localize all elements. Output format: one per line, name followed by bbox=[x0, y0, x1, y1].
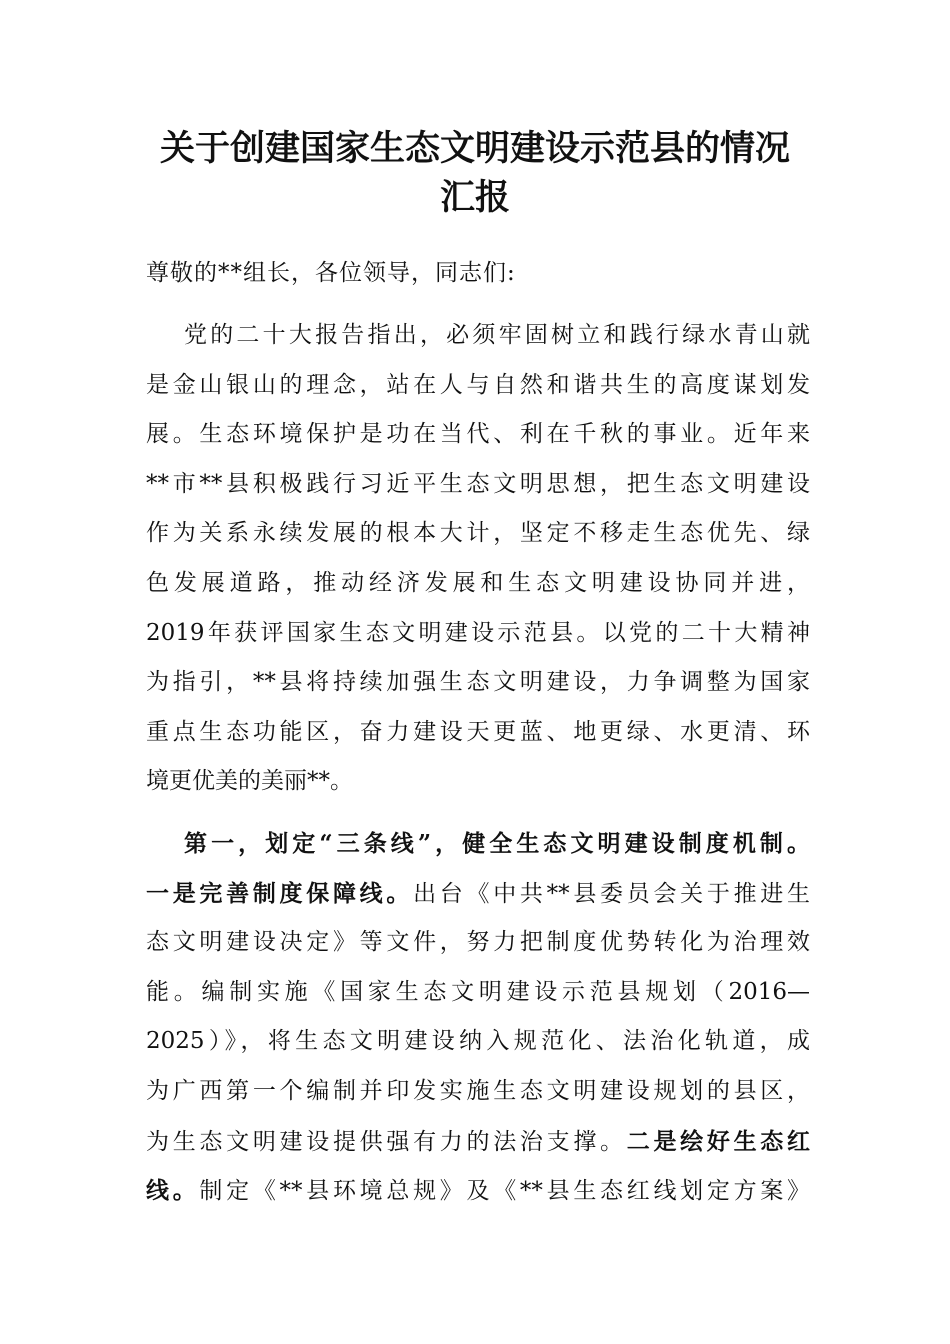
paragraph-intro bbox=[146, 311, 810, 807]
document-title-line1: 关于创建国家生态文明建设示范县的情况 bbox=[159, 128, 790, 169]
text-line: 展。生态环境保护是功在当代、利在千秋的事业。近年来 bbox=[146, 421, 810, 448]
point-one-heading: 一是完善制度保障线。 bbox=[146, 879, 414, 907]
text-line: 2025）》，将生态文明建设纳入规范化、法治化轨道，成 bbox=[146, 1028, 810, 1055]
text-run: 制定《**县环境总规》及《**县生态红线划定方案》 bbox=[199, 1178, 811, 1205]
paragraph-section-one bbox=[146, 819, 810, 1216]
text-run: 为生态文明建设提供强有力的法治支撑。 bbox=[146, 1128, 627, 1155]
text-line: 党的二十大报告指出，必须牢固树立和践行绿水青山就 bbox=[184, 322, 810, 348]
text-line: 2019年获评国家生态文明建设示范县。以党的二十大精神 bbox=[146, 619, 810, 646]
text-line: 为指引，**县将持续加强生态文明建设，力争调整为国家 bbox=[146, 669, 810, 696]
text-line: 为广西第一个编制并印发实施生态文明建设规划的县区， bbox=[146, 1077, 810, 1104]
text-line bbox=[146, 869, 810, 919]
text-line: 能。编制实施《国家生态文明建设示范县规划（2016— bbox=[146, 978, 810, 1005]
text-run: 出台《中共**县委员会关于推进生 bbox=[413, 880, 811, 907]
section-heading: 第一，划定“三条线”，健全生态文明建设制度机制。 bbox=[184, 830, 810, 857]
point-two-heading-end: 线。 bbox=[146, 1177, 200, 1205]
text-line: 作为关系永续发展的根本大计，坚定不移走生态优先、绿 bbox=[146, 520, 810, 547]
salutation: 尊敬的**组长，各位领导，同志们: bbox=[146, 260, 516, 286]
point-two-heading: 二是绘好生态红 bbox=[626, 1127, 811, 1155]
text-line bbox=[146, 1166, 810, 1216]
text-line bbox=[146, 1117, 810, 1167]
text-line: 是金山银山的理念，站在人与自然和谐共生的高度谋划发 bbox=[146, 371, 810, 398]
text-line: **市**县积极践行习近平生态文明思想，把生态文明建设 bbox=[146, 470, 810, 497]
document-title-line2: 汇报 bbox=[439, 177, 510, 218]
text-line: 态文明建设决定》等文件，努力把制度优势转化为治理效 bbox=[146, 929, 810, 956]
text-line: 重点生态功能区，奋力建设天更蓝、地更绿、水更清、环 bbox=[146, 718, 810, 745]
text-line: 境更优美的美丽**。 bbox=[146, 768, 353, 795]
text-line: 色发展道路，推动经济发展和生态文明建设协同并进， bbox=[146, 569, 810, 596]
